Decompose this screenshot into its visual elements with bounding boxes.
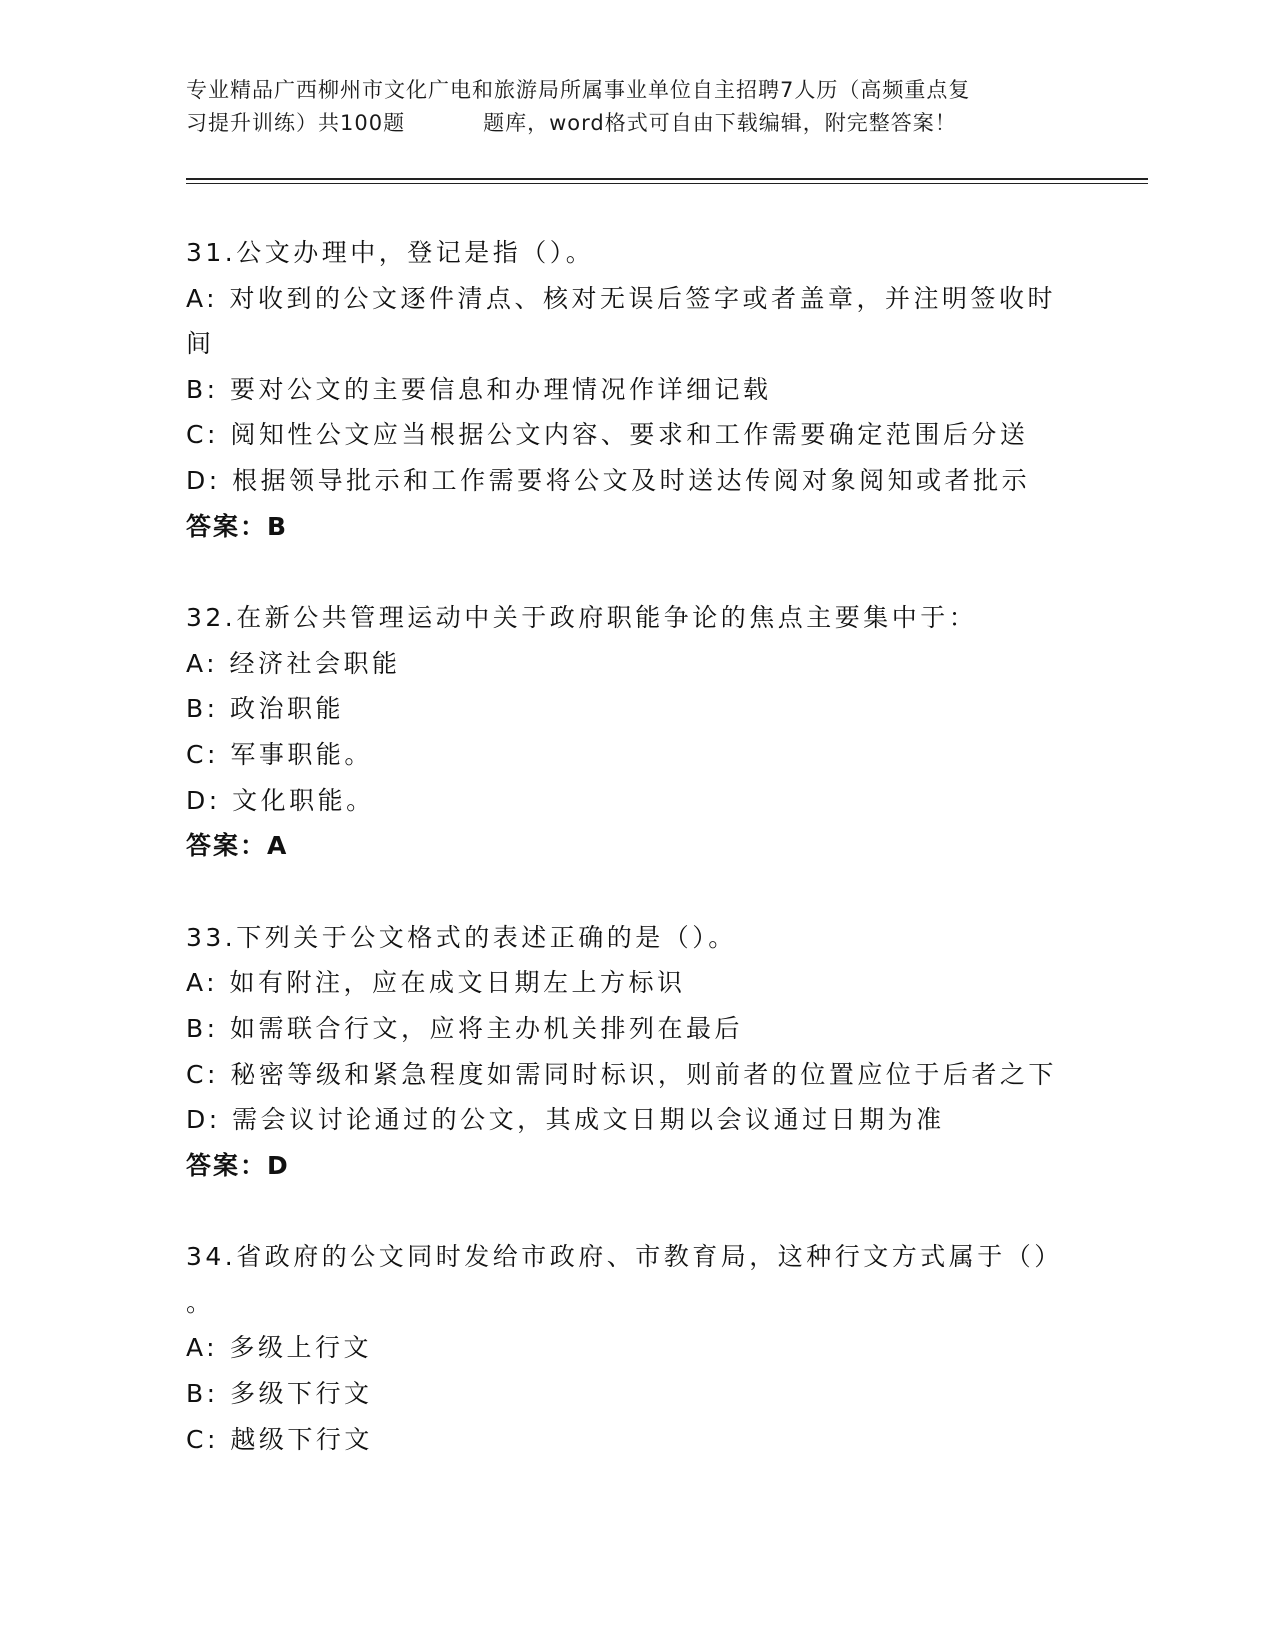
header-divider [186, 178, 1148, 184]
answer-option: B: 政治职能 [186, 694, 345, 724]
question-stem: 。 [186, 1287, 215, 1317]
answer-option: C: 越级下行文 [186, 1424, 373, 1454]
answer-option: D: 根据领导批示和工作需要将公文及时送达传阅对象阅知或者批示 [186, 465, 1031, 495]
question-stem: 32.在新公共管理运动中关于政府职能争论的焦点主要集中于： [186, 603, 978, 633]
answer-option: C: 秘密等级和紧急程度如需同时标识，则前者的位置应位于后者之下 [186, 1059, 1057, 1089]
answer-option: B: 要对公文的主要信息和办理情况作详细记载 [186, 374, 772, 404]
question-stem: 31.公文办理中，登记是指（）。 [186, 238, 595, 267]
answer-option: B: 如需联合行文，应将主办机关排列在最后 [186, 1013, 744, 1043]
answer-option: D: 文化职能。 [186, 785, 375, 815]
header-line-1: 专业精品广西柳州市文化广电和旅游局所属事业单位自主招聘7人历（高频重点复 [186, 78, 971, 102]
question-block [186, 230, 1086, 549]
answer-option: A: 多级上行文 [186, 1333, 373, 1363]
answer-option: C: 军事职能。 [186, 739, 373, 769]
answer-key: 答案：D [186, 1150, 290, 1180]
answer-option: 间 [186, 329, 215, 359]
question-stem: 33.下列关于公文格式的表述正确的是（）。 [186, 922, 737, 952]
answer-key: 答案：A [186, 831, 289, 861]
question-stem: 34.省政府的公文同时发给市政府、市教育局，这种行文方式属于（） [186, 1242, 1063, 1272]
header-line-2 [186, 107, 1086, 140]
answer-option: C: 阅知性公文应当根据公文内容、要求和工作需要确定范围后分送 [186, 420, 1029, 450]
header-line-2-left: 习提升训练）共100题 [186, 111, 406, 135]
answer-option: A: 对收到的公文逐件清点、核对无误后签字或者盖章，并注明签收时 [186, 283, 1057, 313]
header-line-2-right: 题库，word格式可自由下载编辑，附完整答案！ [483, 111, 957, 135]
answer-option: D: 需会议讨论通过的公文，其成文日期以会议通过日期为准 [186, 1105, 945, 1135]
question-block [186, 915, 1086, 1189]
question-block [186, 595, 1086, 869]
page-header [186, 74, 1086, 140]
question-list [186, 230, 1086, 1508]
answer-key: 答案：B [186, 511, 289, 541]
answer-option: A: 经济社会职能 [186, 648, 401, 678]
question-block [186, 1234, 1086, 1462]
answer-option: A: 如有附注，应在成文日期左上方标识 [186, 968, 686, 998]
answer-option: B: 多级下行文 [186, 1379, 373, 1409]
